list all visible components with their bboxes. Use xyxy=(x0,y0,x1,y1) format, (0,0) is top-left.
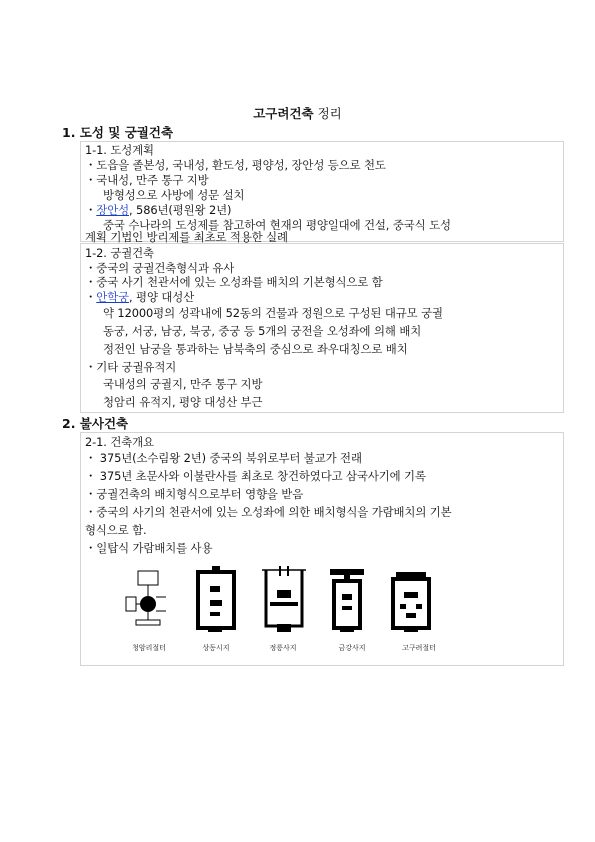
cheongamri-layout-diagram xyxy=(126,571,166,625)
bullet: ・ xyxy=(85,290,97,304)
section-1-heading: 1. 도성 및 궁궐건축 xyxy=(62,125,174,140)
link-jangan-fortress[interactable]: 장안성 xyxy=(96,203,130,217)
sangdong-layout-diagram xyxy=(198,566,234,632)
text-line: 청암리 유적지, 평양 대성산 부근 xyxy=(103,395,263,409)
text-line: 형식으로 함. xyxy=(85,523,147,537)
text-line: 정전인 남궁을 통과하는 남북축의 중심으로 좌우대칭으로 배치 xyxy=(103,342,408,356)
jeongneungsa-layout-diagram xyxy=(262,566,306,632)
text-line: 계획 기법인 방리제를 최초로 적용한 실례 xyxy=(85,230,288,244)
caption-geumgangsa: 금강사지 xyxy=(338,644,366,652)
text-line: ・도읍을 졸본성, 국내성, 환도성, 평양성, 장안성 등으로 천도 xyxy=(85,158,386,172)
document-title xyxy=(0,104,595,122)
subheading-1-2: 1-2. 궁궐건축 xyxy=(85,246,154,260)
caption-goguryeo-temple: 고구려절터 xyxy=(402,644,436,652)
box-palace-architecture xyxy=(80,243,564,413)
section-2-heading: 2. 불사건축 xyxy=(62,416,129,431)
text-line: ・중국의 궁궐건축형식과 유사 xyxy=(85,261,235,275)
caption-sangdong: 상동시지 xyxy=(202,644,230,652)
text-line: 약 12000평의 성곽내에 52동의 건물과 정원으로 구성된 대규모 궁궐 xyxy=(103,306,443,320)
title-main: 고구려건축 xyxy=(253,106,314,121)
text-line: 국내성의 궁궐지, 만주 통구 지방 xyxy=(103,377,263,391)
text-line: ・ 375년 초문사와 이불란사를 최초로 창건하였다고 삼국사기에 기록 xyxy=(85,469,426,483)
text-line: ・기타 궁궐유적지 xyxy=(85,360,177,374)
goguryeo-temple-layout-diagram xyxy=(393,572,429,632)
caption-jeongneungsa: 정릉사지 xyxy=(269,644,297,652)
text-line: ・ 375년(소수림왕 2년) 중국의 북위로부터 불교가 전래 xyxy=(85,451,362,465)
geumgangsa-layout-diagram xyxy=(330,569,364,632)
link-anhak-palace[interactable]: 안학궁 xyxy=(96,290,130,304)
title-suffix: 정리 xyxy=(313,106,342,121)
text-fragment: , 586년(평원왕 2년) xyxy=(129,203,232,217)
caption-cheongamri: 청암리절터 xyxy=(132,644,166,652)
text-line: 방형성으로 사방에 성문 설치 xyxy=(103,188,245,202)
text-line: ・일탑식 가람배치를 사용 xyxy=(85,541,213,555)
text-fragment: , 평양 대성산 xyxy=(129,290,195,304)
bullet: ・ xyxy=(85,203,97,217)
subheading-1-1: 1-1. 도성계획 xyxy=(85,143,154,157)
text-line: ・국내성, 만주 통구 지방 xyxy=(85,173,209,187)
text-line: ・궁궐건축의 배치형식으로부터 영향을 받음 xyxy=(85,487,304,501)
text-line: ・중국 사기 천관서에 있는 오성좌를 배치의 기본형식으로 함 xyxy=(85,275,383,289)
text-line: ・중국의 사기의 천관서에 있는 오성좌에 의한 배치형식을 가람배치의 기본 xyxy=(85,505,452,519)
temple-layout-diagrams xyxy=(120,566,450,638)
text-line: 동궁, 서궁, 남궁, 북궁, 중궁 등 5개의 궁전을 오성좌에 의해 배치 xyxy=(103,324,422,338)
text-line xyxy=(85,290,194,305)
subheading-2-1: 2-1. 건축개요 xyxy=(85,435,154,449)
text-line: 중국 수나라의 도성제를 참고하여 현재의 평양일대에 건설, 중국식 도성 xyxy=(103,218,451,232)
box-city-planning xyxy=(80,141,564,242)
text-line xyxy=(85,203,231,218)
